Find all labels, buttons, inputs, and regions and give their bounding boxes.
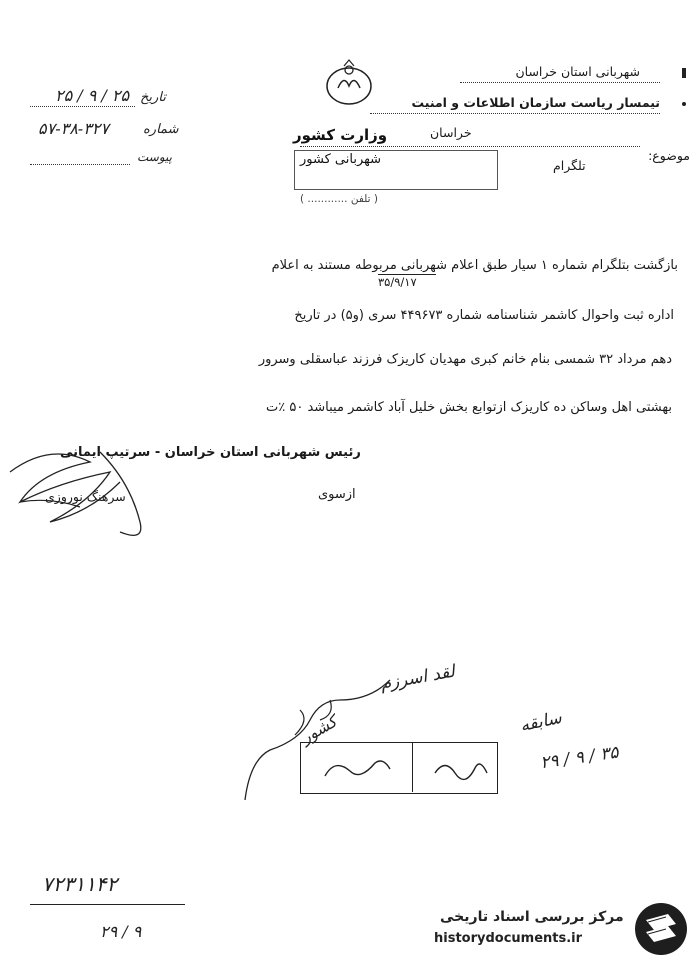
phone-label: ( تلفن ............ )	[300, 193, 378, 205]
subject-value: تلگرام	[553, 158, 586, 173]
archive-sub: ۲۹ / ۹	[100, 922, 142, 941]
date-value: ۲۵ / ۹ / ۲۵	[55, 86, 130, 105]
number-label: شماره	[143, 122, 179, 137]
body-line-1: بازگشت بتلگرام شماره ۱ سیار طبق اعلام شهربانی مربوطه مستند به اعلام	[271, 258, 678, 273]
signature-from: ازسوی	[318, 487, 356, 502]
body-ref-underline	[378, 274, 436, 275]
date-label: تاریخ	[140, 90, 166, 105]
header-bullet-2	[682, 102, 686, 106]
prior-date: ۲۹ / ۹ / ۳۵	[538, 742, 620, 774]
header-rule-1	[460, 82, 660, 83]
ministry-title: وزارت کشور	[293, 126, 388, 144]
signature-signer: سرهنگ نوروزی	[45, 489, 126, 504]
attachment-rule	[30, 164, 130, 165]
stamp-scribble	[305, 748, 495, 788]
ministry-stamp-box	[294, 150, 498, 190]
margin-note: لقد اسرزم	[378, 661, 457, 695]
date-rule	[30, 106, 135, 107]
handwritten-signature	[0, 432, 200, 550]
province-label: خراسان	[430, 125, 472, 140]
watermark-website: historydocuments.ir	[434, 931, 583, 946]
archive-number-underline	[30, 904, 185, 905]
coat-of-arms-seal	[322, 58, 376, 108]
body-line-4: بهشتی اهل وساکن ده کاریزک ازتوابع بخش خلیل آباد کاشمر میباشد ۵۰ ٪ت	[266, 400, 672, 415]
attachment-label: پیوست	[137, 150, 172, 164]
ministry-subtitle: شهربانی کشور	[300, 152, 382, 167]
header-rule-2	[370, 113, 660, 114]
watermark-org-name: مرکز بررسی اسناد تاریخی	[440, 909, 624, 925]
header-line-2: تیمسار ریاست سازمان اطلاعات و امنیت	[411, 95, 660, 110]
header-bullet-1	[682, 68, 686, 78]
header-line-1: شهربانی استان خراسان	[515, 64, 640, 79]
archive-number: ۷۲۳۱۱۴۲	[42, 872, 118, 896]
number-value: ۵۷-۳۸-۳۲۷	[38, 119, 109, 138]
watermark-logo-icon	[632, 900, 690, 958]
body-ref-date: ۳۵/۹/۱۷	[378, 275, 417, 289]
body-line-2: اداره ثبت واحوال کاشمر شناسنامه شماره ۴۴۹۶۷۳ سری (و۵) در تاریخ	[294, 308, 674, 323]
subject-label: موضوع:	[648, 148, 690, 163]
body-line-3: دهم مرداد ۳۲ شمسی بنام خانم کبری مهدیان کاریزک فرزند عباسقلی وسرور	[258, 352, 672, 367]
prior-label: سابقه	[518, 707, 564, 737]
province-rule	[300, 146, 640, 147]
stamp-text: کشور	[297, 711, 341, 748]
signature-title: رئیس شهربانی استان خراسان - سرتیپ ایمانی	[60, 445, 361, 460]
